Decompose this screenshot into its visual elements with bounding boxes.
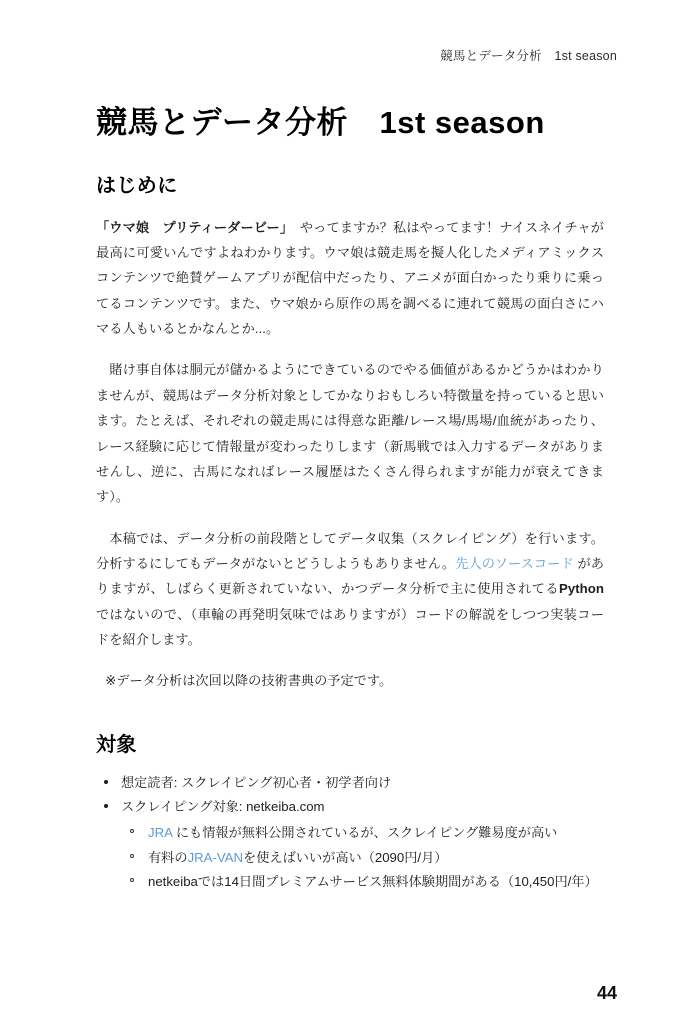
intro-paragraph-3-text-after: ではないので、（車輪の再発明気味ではありますが）コードの解説をしつつ実装コードを紹介します。 (96, 606, 604, 647)
bullet-circle-icon (130, 878, 134, 882)
source-code-link[interactable]: 先人のソースコード (455, 555, 574, 571)
intro-paragraph-1-bold-lead: 「ウマ娘 プリティーダービー」 (96, 219, 287, 235)
section-heading-intro: はじめに (96, 174, 178, 197)
bullet-circle-icon (130, 854, 134, 858)
jra-van-link[interactable]: JRA-VAN (187, 849, 244, 865)
intro-paragraph-3 (96, 526, 604, 653)
page-number: 44 (596, 983, 617, 1003)
intro-paragraph-3-text-middle: がありますが、しばらく更新されていない、かつデータ分析で主に使用されてる (96, 555, 604, 597)
intro-paragraph-3-text-before-link: 本稿では、データ分析の前段階としてデータ収集（スクレイピング）を行います。分析するにしてもデータがないとどうしようもありません。 (96, 530, 604, 571)
bullet-disc-icon (104, 804, 108, 808)
list-item-label: にも情報が無料公開されているが、スクレイピング難易度が高い (172, 825, 558, 840)
intro-paragraph-2: 賭け事自体は胴元が儲かるようにできているのでやる価値があるかどうかはわかりませんが、競馬はデータ分析対象としてかなりおもしろい特徴量を持っていると思います。たとえば、それぞれの競走馬には得意な距離/レース場/馬場/血統があったり、レース経験に応じて情報量が変わったりします（新馬戦では入力するデータがありませんし、逆に、古馬になればレース履歴はたくさん得られますが能力が衰えてきます）。 (96, 362, 604, 505)
intro-paragraph-1 (96, 215, 604, 342)
intro-paragraph-1-text: やってますか？私はやってます！ナイスネイチャが最高に可愛いんですよねわかります。ウマ娘は競走馬を擬人化したメディアミックスコンテンツで絶賛ゲームアプリが配信中だったり、アニメが面白かったり乗りに乗ってるコンテンツです。また、ウマ娘から原作の馬を調べるに連れて競馬の面白さにハマる人もいるとかなんとか...。 (96, 219, 604, 337)
running-header: 競馬とデータ分析 1st season (440, 49, 617, 63)
jra-link[interactable]: JRA (148, 825, 173, 840)
section-heading-target: 対象 (96, 733, 137, 756)
list-item-label-prefix: 有料の (148, 849, 188, 865)
intro-paragraph-3-bold-python: Python (559, 581, 604, 597)
list-item-label: スクレイピング対象: netkeiba.com (121, 799, 325, 815)
target-list (96, 772, 604, 894)
bullet-circle-icon (130, 829, 134, 833)
intro-note: ※データ分析は次回以降の技術書典の予定です。 (105, 673, 393, 689)
list-item (121, 870, 604, 894)
bullet-disc-icon (104, 780, 108, 784)
list-item (96, 796, 604, 893)
list-item-label: netkeibaでは14日間プレミアムサービス無料体験期間がある（10,450円/年） (148, 874, 598, 889)
list-item (96, 772, 604, 795)
page-content (96, 104, 604, 896)
chapter-title: 競馬とデータ分析 1st season (96, 105, 545, 140)
list-item (121, 821, 604, 845)
list-item-label: を使えばいいが高い（2090円/月） (243, 849, 448, 865)
list-item (121, 846, 604, 870)
list-item-label: 想定読者: スクレイピング初心者・初学者向け (121, 774, 392, 790)
target-sub-list (121, 821, 604, 894)
